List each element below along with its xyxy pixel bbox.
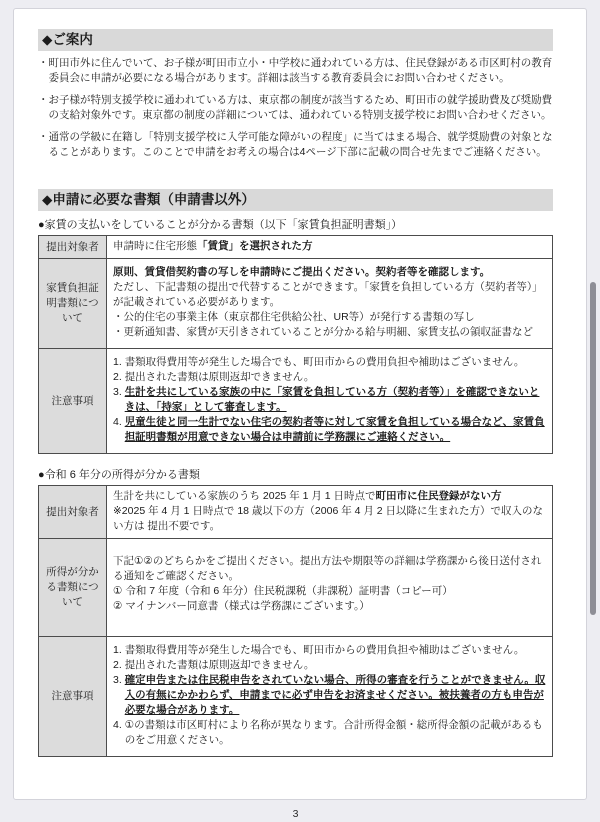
line-text: 申請時に住宅形態「賃貸」を選択された方 xyxy=(113,240,313,252)
row-value xyxy=(107,349,552,453)
line-marker: 1. xyxy=(113,644,125,656)
line-marker: 4. xyxy=(113,719,125,731)
line-text: 提出された書類は原則返却できません。 xyxy=(124,659,315,671)
table-row xyxy=(39,258,552,348)
row-value xyxy=(107,637,552,756)
text-line xyxy=(38,130,553,160)
line-text: 書類取得費用等が発生した場合でも、町田市からの費用負担や補助はございません。 xyxy=(124,644,525,656)
text-line xyxy=(38,56,553,86)
row-label: 所得が分かる書類について xyxy=(39,539,107,636)
row-label: 提出対象者 xyxy=(39,236,107,258)
row-value xyxy=(107,486,552,538)
line-text: ただし、下記書類の提出で代替することができます。「家賃を負担している方（契約者等）」が記載されている必要があります。 xyxy=(113,281,543,308)
line-text: 更新通知書、家賃が天引きされていることが分かる給与明細、家賃支払の領収証書など xyxy=(123,326,533,338)
page-content xyxy=(14,9,586,822)
line-text: 確定申告または住民税申告をされていない場合、所得の審査を行うことができません。収入の有無にかかわらず、申請までに必ず申告をお済ませください。被扶養者の方も申告が必要な場合があります。 xyxy=(124,674,546,716)
line-marker: 2. xyxy=(113,659,125,671)
text-line xyxy=(113,265,546,280)
page-number: 3 xyxy=(292,808,299,820)
table-row xyxy=(39,486,552,538)
income-documents-table xyxy=(38,485,553,757)
text-line xyxy=(38,93,553,123)
line-marker: 1. xyxy=(113,356,125,368)
text-line xyxy=(113,673,546,718)
text-line xyxy=(113,489,546,504)
line-text: 書類取得費用等が発生した場合でも、町田市からの費用負担や補助はございません。 xyxy=(124,356,525,368)
document-page xyxy=(13,8,587,820)
line-marker: ・ xyxy=(38,57,49,69)
text-line xyxy=(113,370,546,385)
row-label: 注意事項 xyxy=(39,637,107,756)
section-header-required-docs-label: ◆申請に必要な書類（申請書以外） xyxy=(42,192,255,207)
text-line xyxy=(113,355,546,370)
text-line xyxy=(113,658,546,673)
guide-bullet-list xyxy=(38,56,553,160)
line-marker: 3. xyxy=(113,386,125,398)
line-marker: ① xyxy=(113,585,126,597)
text-line xyxy=(113,718,546,748)
text-line xyxy=(113,280,546,310)
line-marker: ② xyxy=(113,600,126,612)
line-marker: 3. xyxy=(113,674,125,686)
line-marker: ・ xyxy=(113,311,124,323)
line-text: マイナンバー同意書（様式は学務課にございます。） xyxy=(125,600,370,612)
row-label: 提出対象者 xyxy=(39,486,107,538)
text-line xyxy=(113,325,546,340)
scrollbar-thumb[interactable] xyxy=(590,282,596,615)
section-header-guide-label: ◆ご案内 xyxy=(42,32,93,47)
line-text: 令和 7 年度（令和 6 年分）住民税課税（非課税）証明書（コピー可） xyxy=(125,585,453,597)
line-text: 町田市外に住んでいて、お子様が町田市立小・中学校に通われている方は、住民登録がある市区町村の教育委員会に申請が必要になる場合があります。詳細は該当する教育委員会にお問い合わせください。 xyxy=(48,57,553,84)
text-line xyxy=(113,504,546,534)
text-line xyxy=(113,599,546,614)
income-docs-heading: ●令和 6 年分の所得が分かる書類 xyxy=(38,469,200,481)
line-text: 通常の学級に在籍し「特別支援学校に入学可能な障がいの程度」に当てはまる場合、就学奨励費の対象となることがあります。このことで申請をお考えの場合は4ページ下部に記載の問合せ先までご連絡ください。 xyxy=(48,131,553,158)
line-text: 提出された書類は原則返却できません。 xyxy=(124,371,315,383)
line-marker: 4. xyxy=(113,416,125,428)
text-line xyxy=(113,310,546,325)
line-marker: ・ xyxy=(38,94,49,106)
line-text: 下記①②のどちらかをご提出ください。提出方法や期限等の詳細は学務課から後日送付される通知をご確認ください。 xyxy=(113,555,542,582)
row-value xyxy=(107,539,552,636)
section-header-guide xyxy=(38,29,553,51)
table-row xyxy=(39,348,552,453)
rent-documents-table xyxy=(38,235,553,454)
row-value xyxy=(107,259,552,348)
text-line xyxy=(113,584,546,599)
row-value xyxy=(107,236,552,258)
text-line xyxy=(113,554,546,584)
text-line xyxy=(113,239,546,254)
line-text: ①の書類は市区町村により名称が異なります。合計所得金額・総所得金額の記載があるものをご用意ください。 xyxy=(124,719,543,746)
text-line xyxy=(113,415,546,445)
line-text: 児童生徒と同一生計でない住宅の契約者等に対して家賃を負担している場合など、家賃負担証明書類が用意できない場合は申請前に学務課にご連絡ください。 xyxy=(124,416,545,443)
line-marker: 2. xyxy=(113,371,125,383)
line-marker: ・ xyxy=(113,326,124,338)
line-text: お子様が特別支援学校に通われている方は、東京都の制度が該当するため、町田市の就学援助費及び奨励費の支給対象外です。東京都の制度の詳細については、通われている特別支援学校にお問い合わせください。 xyxy=(48,94,553,121)
section-header-required-docs xyxy=(38,189,553,211)
table-row xyxy=(39,636,552,756)
table-row xyxy=(39,538,552,636)
line-text: 公的住宅の事業主体（東京都住宅供給公社、UR等）が発行する書類の写し xyxy=(123,311,475,323)
text-line xyxy=(113,385,546,415)
row-label: 注意事項 xyxy=(39,349,107,453)
line-text: 原則、賃貸借契約書の写しを申請時にご提出ください。契約者等を確認します。 xyxy=(113,266,491,278)
table-row xyxy=(39,236,552,258)
line-text: 生計を共にしている家族の中に「家賃を負担している方（契約者等）」を確認できないときは、「持家」として審査します。 xyxy=(124,386,540,413)
line-text: 生計を共にしている家族のうち 2025 年 1 月 1 日時点で町田市に住民登録がない方 xyxy=(113,490,502,502)
line-marker: ・ xyxy=(38,131,49,143)
line-text: ※2025 年 4 月 1 日時点で 18 歳以下の方（2006 年 4 月 2 日以降に生まれた方）で収入のない方は 提出不要です。 xyxy=(113,505,544,532)
row-label: 家賃負担証明書類について xyxy=(39,259,107,348)
rent-docs-heading: ●家賃の支払いをしていることが分かる書類（以下「家賃負担証明書類」） xyxy=(38,219,403,231)
text-line xyxy=(113,643,546,658)
